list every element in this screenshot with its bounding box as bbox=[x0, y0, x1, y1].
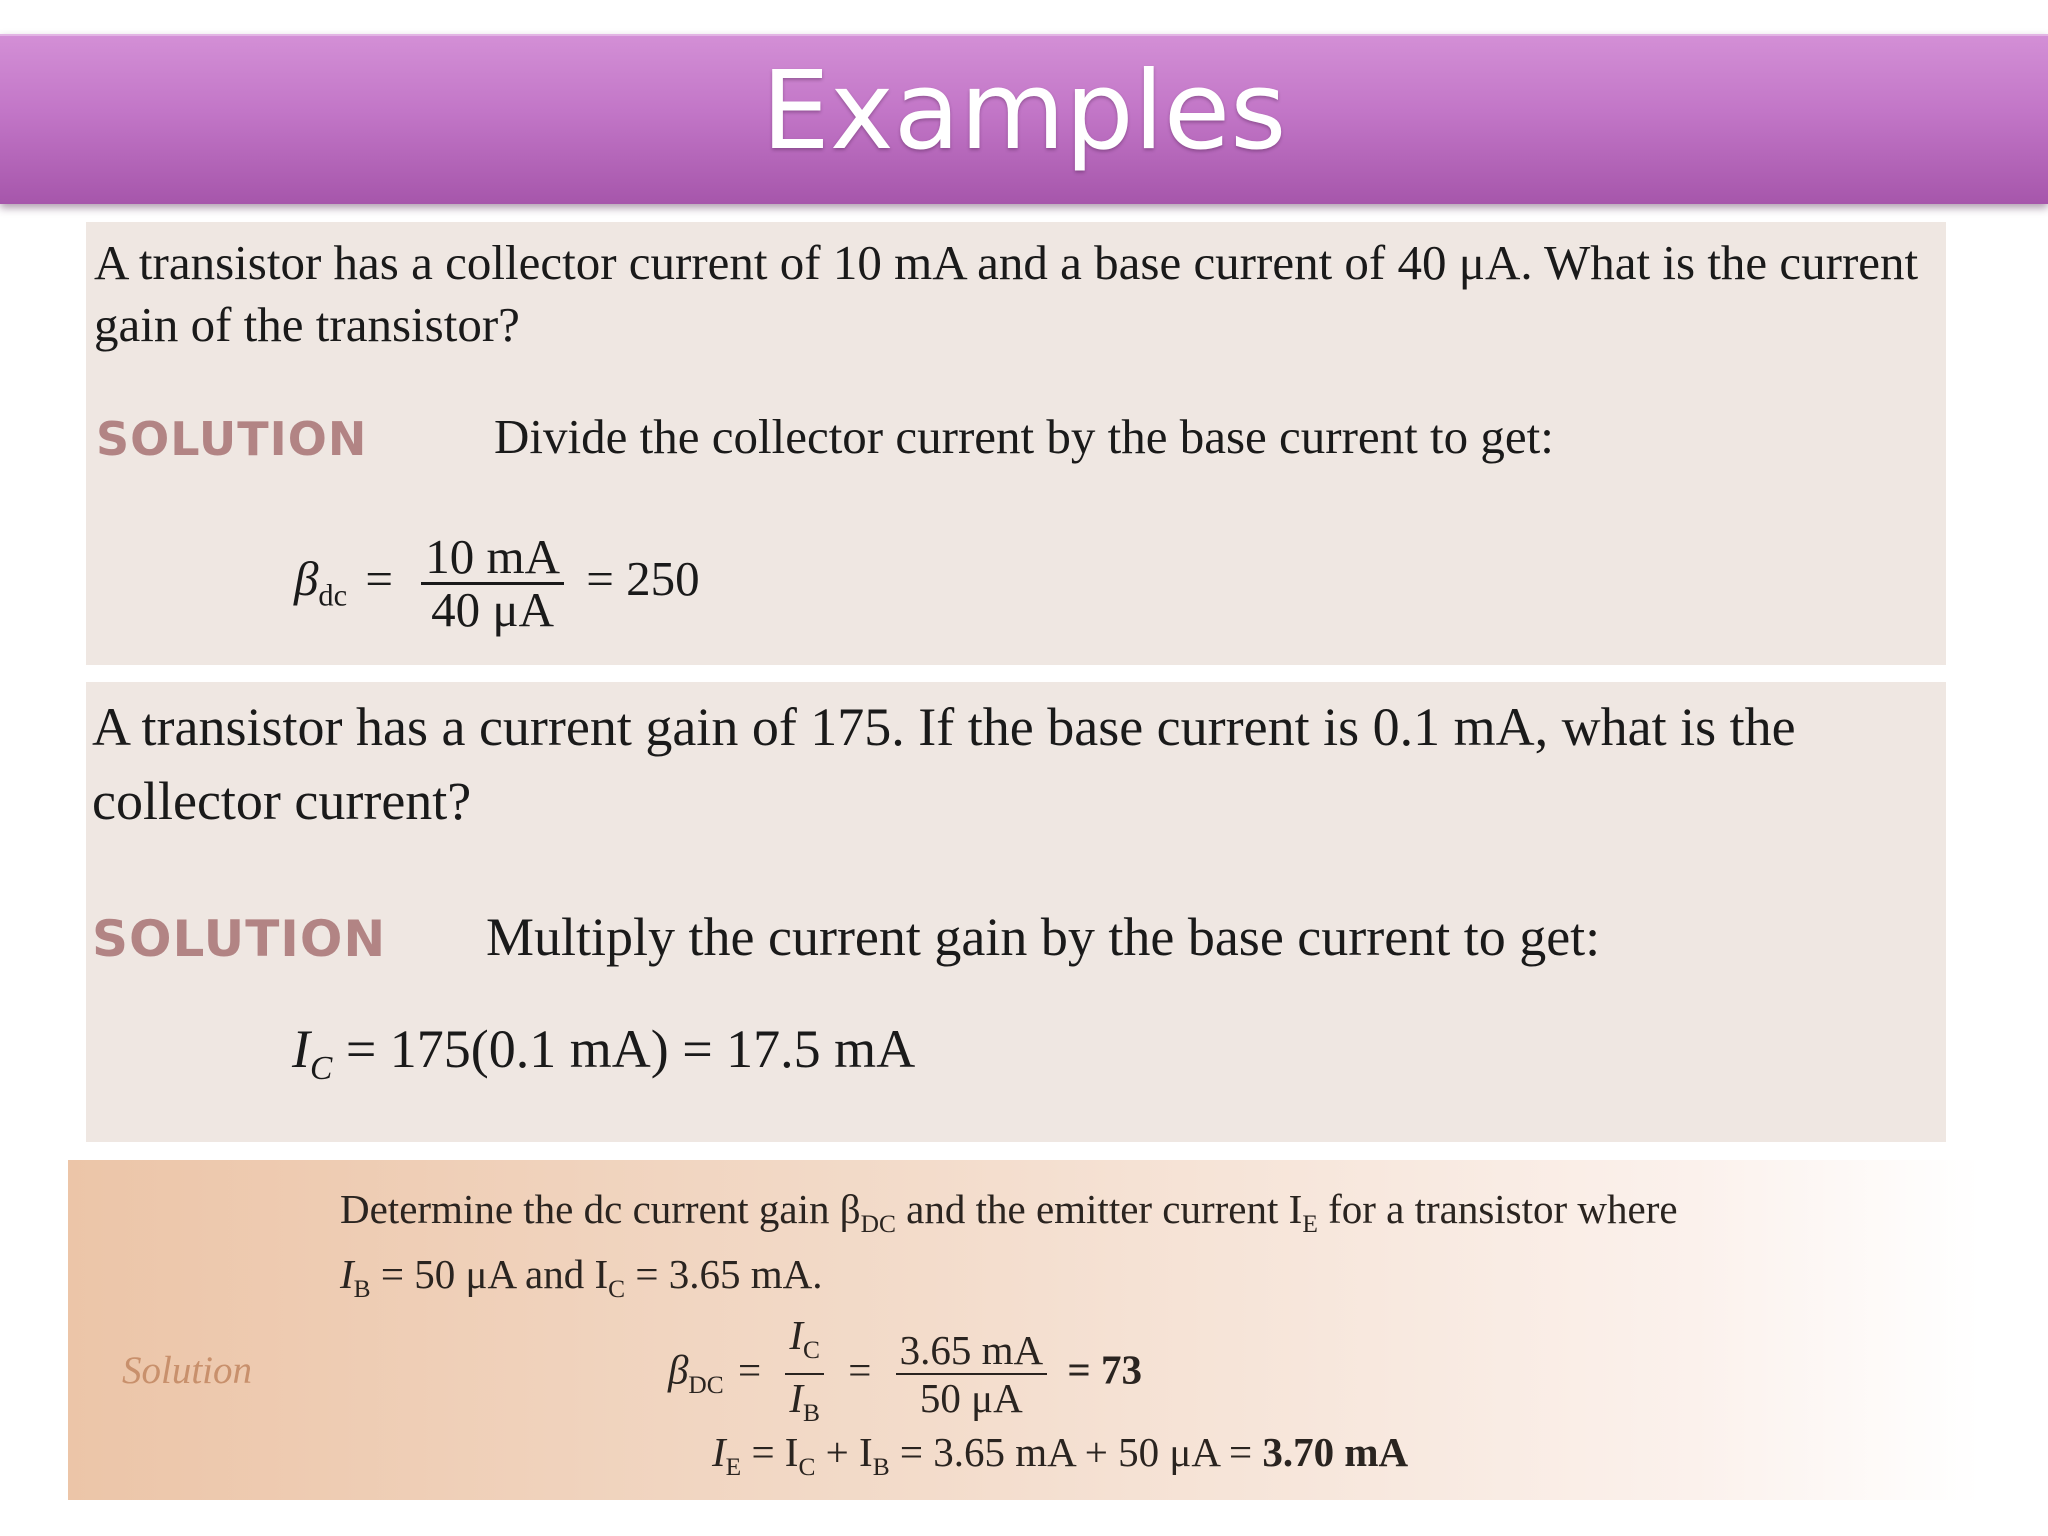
example-3-gain-result: = 73 bbox=[1067, 1346, 1142, 1393]
example-1-solution-text: Divide the collector current by the base current to get: bbox=[494, 409, 1554, 464]
collector-current-subscript: C bbox=[309, 1049, 333, 1087]
example-3-question bbox=[340, 1184, 1678, 1314]
example-2-panel bbox=[86, 682, 1946, 1142]
example-3-equation-2: $I_E = I_C + I_B = 3.65$ mA + 50 μA = 3.70 mA bbox=[712, 1429, 1409, 1482]
example-3-emitter-result: 3.70 mA bbox=[1262, 1429, 1409, 1475]
example-3-question-line-2: $I_B = 50$ μA and $I_C = 3.65$ mA. bbox=[340, 1251, 823, 1304]
example-1-fraction bbox=[421, 529, 564, 637]
example-2-solution-text: Multiply the current gain by the base current to get: bbox=[486, 907, 1601, 967]
beta-symbol: β bbox=[294, 550, 319, 606]
example-1-equation: $\beta_{dc}$ = $\frac{10 mA}{40 \mu A}$ = 250 bbox=[294, 529, 700, 637]
example-3-solution-label: Solution bbox=[122, 1349, 253, 1392]
beta-subscript: dc bbox=[318, 578, 348, 613]
fraction-denominator: 40 μA bbox=[431, 582, 555, 637]
example-3-question-line-1: Determine the dc current gain $\beta_{DC}$ and the emitter current $I_E$ for a transistor where bbox=[340, 1186, 1678, 1239]
slide-title: Examples bbox=[761, 49, 1287, 174]
example-2-equation bbox=[292, 1018, 915, 1088]
example-3-panel bbox=[68, 1160, 1980, 1500]
example-1-panel bbox=[86, 222, 1946, 665]
example-3-fraction-symbolic: $\frac{I_C}{I_B}$ bbox=[785, 1312, 824, 1436]
example-3-fraction-numeric: $\frac{3.65 mA}{50 \mu A}$ bbox=[896, 1327, 1048, 1421]
example-2-question: A transistor has a current gain of 175. If the base current is 0.1 mA, what is the collector current? bbox=[92, 697, 1796, 831]
example-2-solution-label: SOLUTION bbox=[92, 910, 387, 968]
fraction-numerator: 10 mA bbox=[421, 532, 564, 585]
example-1-question: A transistor has a collector current of 10 mA and a base current of 40 μA. What is the current gain of the transistor? bbox=[94, 235, 1919, 352]
example-2-rhs: = 175(0.1 mA) = 17.5 mA bbox=[345, 1019, 916, 1079]
example-1-solution-label: SOLUTION bbox=[96, 412, 368, 466]
example-3-equation-1: $\beta_{DC}$ = $\frac{I_C}{I_B}$ = $\frac{3.65 mA}{50 \mu A}$ = 73 bbox=[668, 1312, 1142, 1436]
collector-current-symbol: I bbox=[292, 1019, 310, 1079]
example-1-result: = 250 bbox=[586, 550, 700, 606]
